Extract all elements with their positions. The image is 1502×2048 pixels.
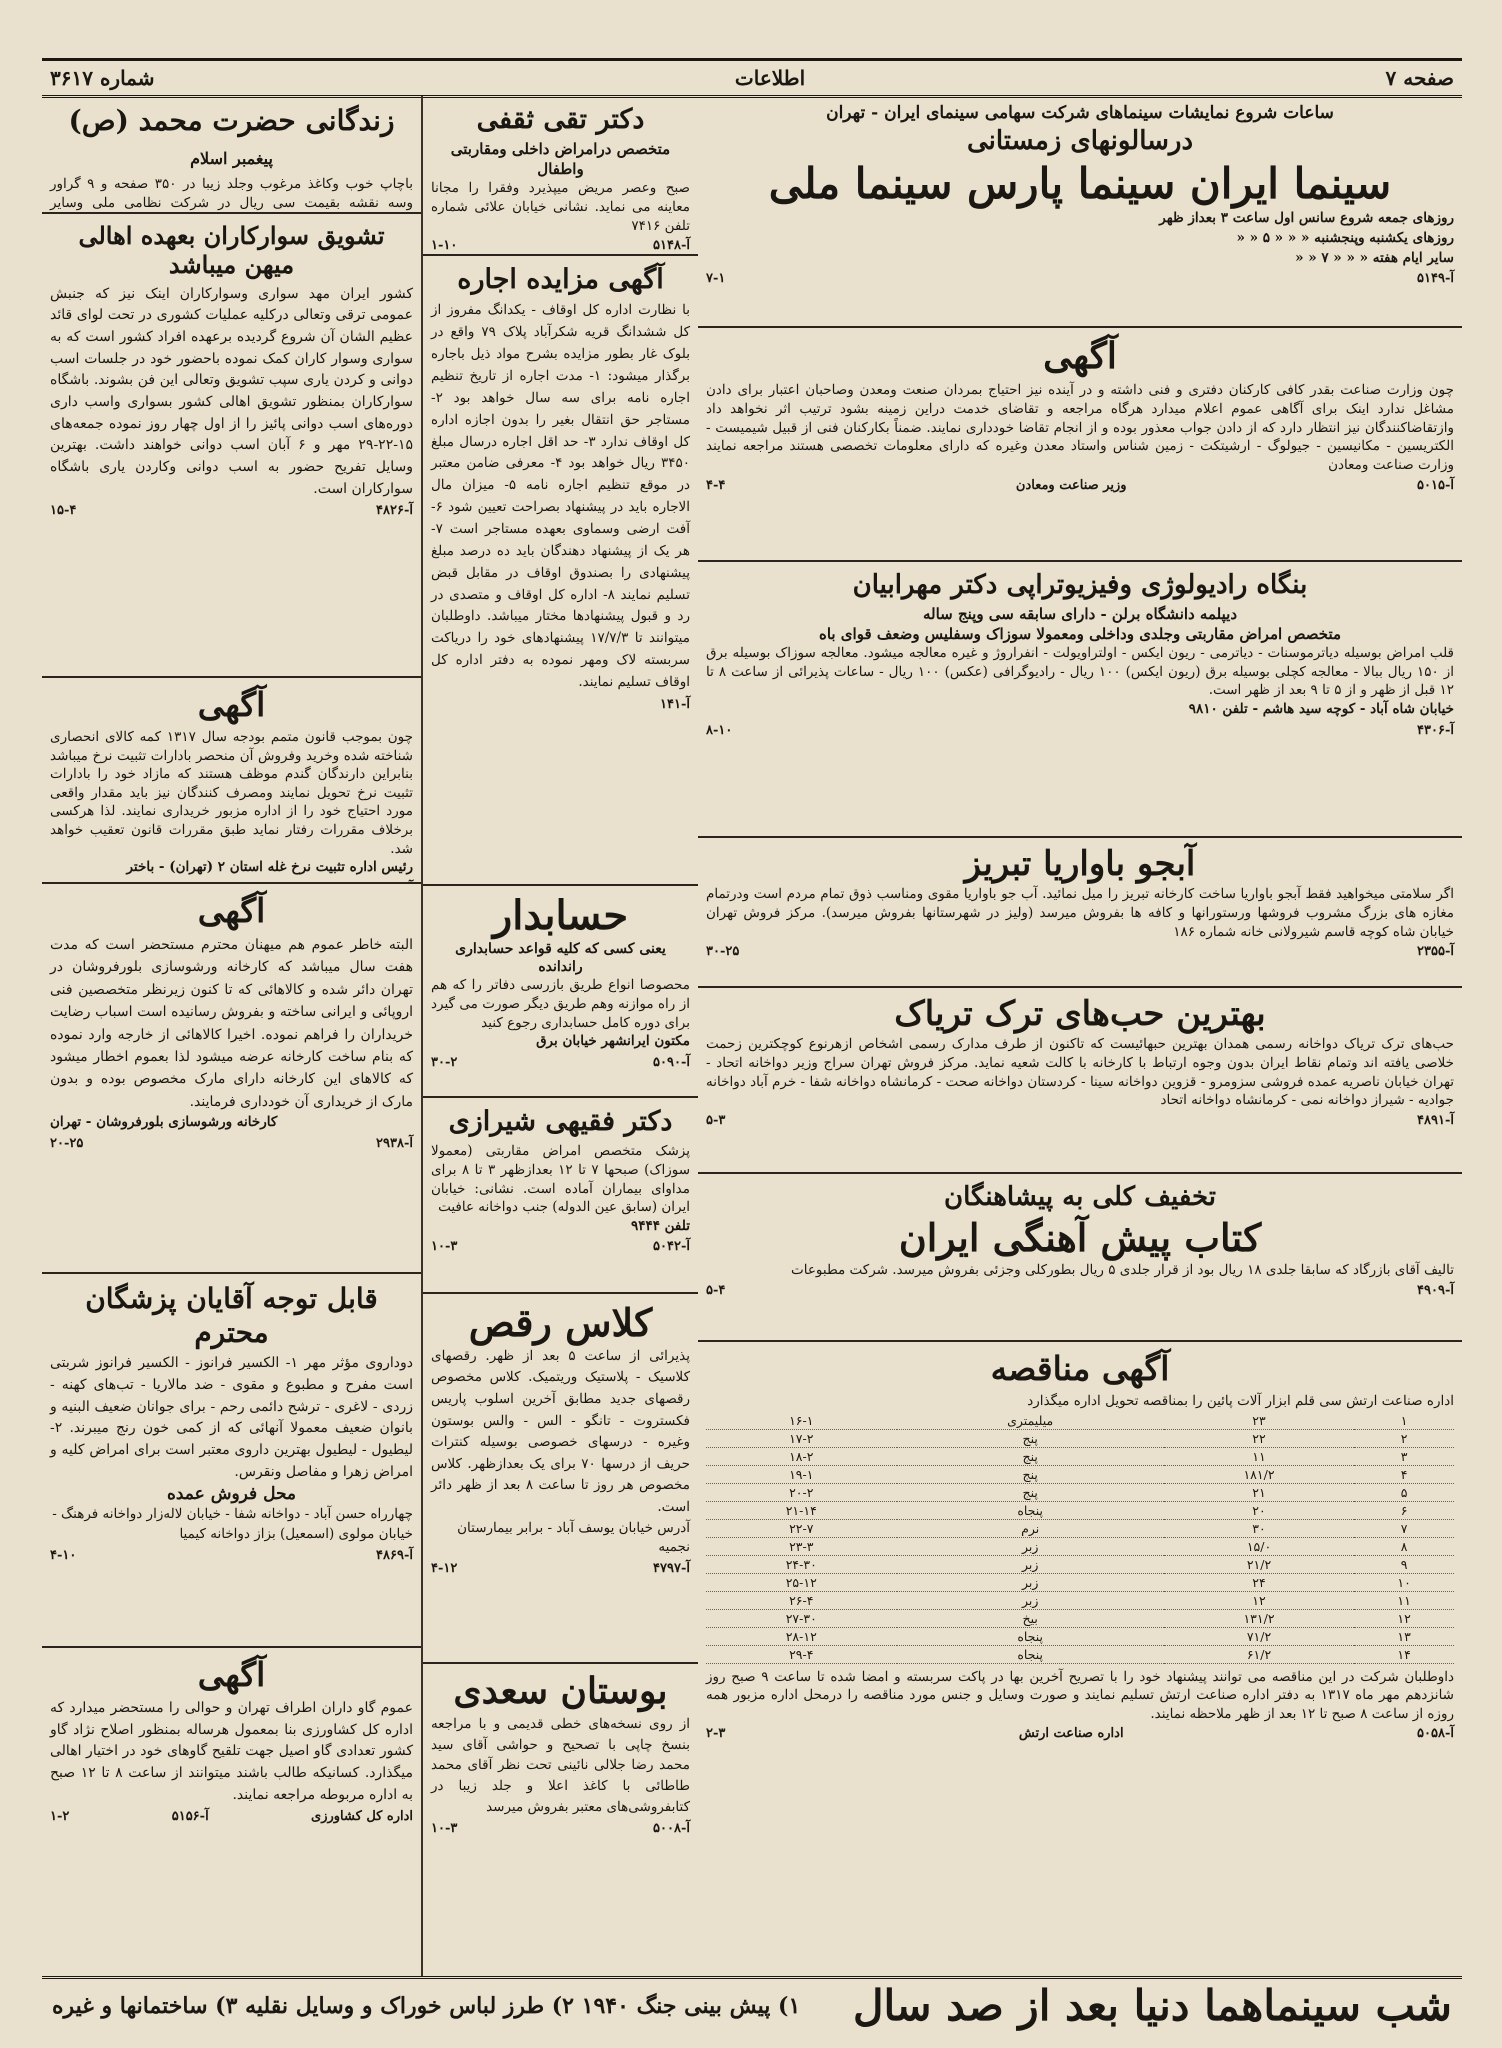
ad-ref: آ-۵۱۴۹ ۷-۱ (706, 271, 1454, 287)
ad-address: خیابان شاه آباد - کوچه سید هاشم - تلفن ۹۸۱۰ (1188, 701, 1454, 718)
ad-subtitle: درسالونهای زمستانی (966, 126, 1194, 157)
table-cell: زبر (897, 1555, 1164, 1573)
table-row (706, 1483, 1454, 1501)
table-cell: ۱ (1354, 1412, 1454, 1430)
table-row (706, 1609, 1454, 1627)
ad-cattle-notice (42, 1648, 421, 1976)
ad-title: زندگانی حضرت محمد (ص) (68, 104, 395, 137)
ad-body: تالیف آقای بازرگاد که سابقا جلدی ۱۸ ریال بود از قرار جلدی ۵ ریال بطورکلی وجزئی بفروش میرسد. شرکت مطبوعات (791, 1261, 1454, 1278)
ad-body: پذیرائی از ساعت ۵ بعد از ظهر. رقصهای کلاسیک - پلاستیک وریتمیک. کلاس مخصوص رقصهای جدید مطابق آخرین اسلوب پاریس فکستروت - تانگو - الس - والس بوستون وغیره - درسهای خصوصی بوسیله کنترات حریف از درسها ۷۰ برای یک بعدازظهر. کلاس مخصوص هر روز تا ساعت ۸ بعد از ظهر دائر است. (431, 1347, 690, 1515)
ad-scout-book (698, 1174, 1462, 1342)
table-row (706, 1429, 1454, 1447)
table-cell: ۲۸-۱۲ (706, 1627, 897, 1645)
table-cell: پنج (897, 1483, 1164, 1501)
table-cell: زبر (897, 1537, 1164, 1555)
table-cell: ۱۷-۲ (706, 1429, 897, 1447)
page-number: صفحه ۷ (1385, 66, 1454, 90)
ad-seller: محل فروش عمده (166, 1484, 297, 1505)
table-cell: ۲۵-۱۲ (706, 1573, 897, 1591)
ad-title: قابل توجه آقایان پزشگان محترم (85, 1282, 378, 1349)
table-cell: زبر (897, 1591, 1164, 1609)
ad-ref: آ-۵۰۱۵ وزیر صناعت ومعادن ۴-۴ (706, 477, 1454, 493)
ad-title: تشویق سوارکاران بعهده اهالی میهن میباشد (78, 221, 385, 279)
ad-body: قلب امراض بوسیله دیاترموسنات - دیاترمی - ریون ایکس - اولتراویولت - انفراروژ و غیره معالجه میشود. معالجه سوزاک بوسیله برق از ۱۵۰ ریال ببالا - معالجه کچلی بوسیله برق (ریون ایکس) ۱۰۰ ریال - رادیوگرافی (عکس) ۱۰۰ ریال - ساعات پذیرائی از ساعت ۸ تا ۱۲ قبل از ظهر و از ۵ تا ۹ بعد از ظهر است. (706, 645, 1454, 699)
ad-address: مکتون ایرانشهر خیابان برق (536, 1033, 690, 1050)
schedule-line: سایر ایام هفته « « « ۷ « « (1295, 249, 1454, 266)
table-cell: ۲۹-۴ (706, 1645, 897, 1663)
table-cell: ۱۴ (1354, 1645, 1454, 1663)
ad-ref: آ-۵۰۵۸ اداره صناعت ارتش ۲-۳ (706, 1726, 1454, 1742)
column-left (42, 96, 422, 1976)
table-cell: ۱۳ (1354, 1627, 1454, 1645)
ad-title: کتاب پیش آهنگی ایران (898, 1215, 1262, 1261)
table-row (706, 1519, 1454, 1537)
ad-top-line: ساعات شروع نمایشات سینماهای شرکت سهامی سینمای ایران - تهران (826, 103, 1334, 123)
table-cell: ۲۱ (1164, 1483, 1354, 1501)
table-cell: ۹ (1354, 1555, 1454, 1573)
table-row (706, 1412, 1454, 1430)
ad-body: داوطلبان شرکت در این مناقصه می توانند پیشنهاد خود را با تصریح آخرین بها در پاکت سربسته و امضا شده تا ساعت ۹ صبح روز شانزدهم مهر ماه ۱۳۱۷ به دفتر اداره صناعت ارتش تسلیم نمایند و صورت وسایل و جنس مورد مناقصه را درمحل اداره مزبور همه روزه از ساعت ۸ صبح تا ۱۲ بعد از ظهر ملاحظه نمایند. (706, 1668, 1454, 1722)
ad-title: آگهی (197, 685, 266, 724)
ad-title: آگهی (197, 891, 266, 930)
ad-riders (42, 214, 421, 678)
table-row (706, 1447, 1454, 1465)
table-cell: ۱۵/۰ (1164, 1537, 1354, 1555)
table-cell: ۱۲ (1164, 1591, 1354, 1609)
ad-body: صبح وعصر مریض میپذیرد وفقرا را مجانا معاینه می نماید. نشانی خیابان علائی شماره تلفن ۷۴۱۶ (431, 180, 690, 234)
ad-title: آگهی (197, 1655, 266, 1694)
ad-ref: آ-۵۱۴۸ ۱-۱۰ (431, 238, 690, 254)
ad-title: دکتر تقی ثقفی (476, 104, 645, 135)
ad-title: آبجو باواریا تبریز (964, 844, 1196, 884)
ad-body: چون وزارت صناعت بقدر کافی کارکنان دفتری و فنی داشته و در آینده نیز احتیاج بمردان صنعت ومعدن وصاحبان اعتبار برای دادن مشاغل ندارد اینک برای آگاهی عموم اعلام میدارد هرگاه مراجعه و تقاضای خدمت دراین زمینه بشود ترتیب اثر نخواهد داد وازتقاضاکنندگان نیز انتظار دارد که از دادن جواب معذور بوده و از انجام تقاضا خودداری نمایند. ضمناً بکارکنان فنی از قبیل شیمیست - الکتریسین - مکانیسین - جیولوگ - ارشیتکت - زمین شناس واستاد معدن وغیره که دارای معلومات تخصصی هستند مراجعه نمایند وزارت صناعت ومعادن (706, 382, 1454, 473)
column-center (422, 96, 698, 1976)
ad-dr-mehrabian (698, 562, 1462, 838)
table-cell: ۲۰ (1164, 1501, 1354, 1519)
table-row (706, 1537, 1454, 1555)
column-right (698, 96, 1462, 1976)
table-cell: ۱۹-۱ (706, 1465, 897, 1483)
ad-subtitle: دیپلمه دانشگاه برلن - دارای سابقه سی وپنج ساله (922, 605, 1237, 624)
masthead (42, 58, 1462, 98)
ad-body: چون بموجب قانون متمم بودجه سال ۱۳۱۷ کمه کالای انحصاری شناخته شده وخرید وفروش آن منحصر بادارات تثبیت نرخ میباشد بنابراین دارندگان گندم موظف هستند که مازاد خود را بادارات تثبیت نرخ تحویل نمایند ومصرف کنندگان نیز باید مقدار واقعی مورد احتیاج خود را از اداره مزبور خریداری نمایند. لذا هرکسی برخلاف مقررات رفتار نماید طبق مقررات قانون تعقیب خواهد شد. (50, 728, 414, 857)
ad-ref: آ-۴۸۲۶ ۱۵-۴ (50, 503, 413, 519)
ad-body: پزشک متخصص امراض مقاربتی (معمولا سوزاک) صبحها ۷ تا ۱۲ بعدازظهر ۳ تا ۸ برای مداوای بیماران آماده است. نشانی: خیابان ایران (سابق عین الدوله) جنب دواخانه عافیت (431, 1143, 691, 1216)
table-cell: ۳ (1354, 1447, 1454, 1465)
table-cell: میلیمتری (897, 1412, 1164, 1430)
ad-ref: آ-۵۰۴۲ ۱۰-۳ (431, 1239, 690, 1255)
table-cell: ۱۶-۱ (706, 1412, 897, 1430)
ad-body: البته خاطر عموم هم میهنان محترم مستحضر است که مدت هفت سال میباشد که کارخانه ورشوسازی بلورفروشان در تهران دائر شده و کالاهائی که تا کنون زیرنظر متخصصین فنی اروپائی و ایرانی ساخته و بفروش رسانیده است اسباب رضایت خریداران را فراهم نموده. اخیرا کالاهائی از خارجه وارد نموده که بنام ساخت کارخانه عرضه میشود لذا بعموم اخطار میشود که کالاهای این کارخانه دارای مارک مخصوص بوده و بدون مارک از خریداری آن خودداری فرمایند. (50, 936, 413, 1110)
ad-ref: اداره کل کشاورزی آ-۵۱۵۶ ۱-۲ (50, 1809, 413, 1825)
table-cell: ۲۲-۷ (706, 1519, 897, 1537)
table-cell: پنج (897, 1465, 1164, 1483)
ad-title: دکتر فقیهی شیرازی (448, 1106, 673, 1137)
ad-title: آگهی (1043, 335, 1117, 377)
banner-title: شب سینماهما دنیا بعد از صد سال (852, 1981, 1452, 2030)
ad-title: آگهی مناقصه (990, 1349, 1170, 1388)
table-cell: ۱۳۱/۲ (1164, 1609, 1354, 1627)
table-cell: ۸ (1354, 1537, 1454, 1555)
ad-bustan-saadi (423, 1664, 698, 1976)
ad-dr-shirazi (423, 1098, 698, 1294)
ad-signature: رئیس اداره تثبیت نرخ غله استان ۲ (تهران) - باختر (126, 859, 413, 876)
ad-body: اگر سلامتی میخواهید فقط آبجو باواریا ساخت کارخانه تبریز را میل نمائید. آب جو باواریا مقوی ومناسب ذوق تمام مردم است ودرتمام مغازه های بزرگ مشروب فروشها ورستورانها و کافه ها بفروش میرسد (ولیز در شهرستانها بفروش میرسد). مرکز فروش تهران خیابان شاه کوچه قاسم شیرولانی خانه شماره ۱۸۶ (706, 886, 1454, 940)
ad-ref: آ-۴۸۹۱ ۵-۳ (706, 1112, 1454, 1128)
ad-bavaria-beer (698, 838, 1462, 988)
table-cell: ۲۱/۲ (1164, 1555, 1354, 1573)
table-cell: ۴ (1354, 1465, 1454, 1483)
table-cell: پنجاه (897, 1645, 1164, 1663)
table-row (706, 1555, 1454, 1573)
ad-address: آدرس خیابان یوسف آباد - برابر بیمارستان نجمیه (457, 1519, 690, 1556)
ad-body: حب‌های ترک تریاک دواخانه رسمی همدان بهترین حبهائیست که تاکنون از طرف مدارک رسمی اشخاص ازهرنوع کوچکترین زحمت خلاصی یافته اند وتمام نقاط ایران بدون وجوه ارتباط با کارخانه با کالت شعیه نماید. مرکز فروش تهران سراج وزیر دواخانه اتحاد - تهران خیابان ناصریه عمده فروشی سزومرو - قزوین دواخانه سینا - کردستان دواخانه صحت - کرمانشاه دواخانه شفا - خرم آباد دواخانه جوادیه - شیراز دواخانه نمی - کرمانشاه دواخانه اتحاد (706, 1036, 1454, 1109)
ad-body: عموم گاو داران اطراف تهران و حوالی را مستحضر میدارد که اداره کل کشاورزی بنا بمعمول هرساله بمنظور اصلاح نژاد گاو کشور تعدادی گاو اصیل جهت تلقیح گاوهای خود در اختیار اهالی میگذارد. کسانیکه طالب باشند میتوانند از ساعت ۸ تا ۱۲ صبح به اداره مربوطه مراجعه نمایند. (50, 1699, 413, 1803)
ad-title: آگهی مزایده اجاره (457, 264, 664, 295)
table-row (706, 1501, 1454, 1519)
ad-subtitle: متخصص درامراض داخلی ومقاربتی واطفال (450, 140, 671, 178)
table-cell: ۳۰ (1164, 1519, 1354, 1537)
table-cell: پنج (897, 1429, 1164, 1447)
ad-title: بنگاه رادیولوژی وفیزیوتراپی دکتر مهرابیان (852, 570, 1308, 600)
ad-cinemas (698, 96, 1462, 328)
table-row (706, 1573, 1454, 1591)
ad-specialty: متخصص امراض مقاربتی وجلدی وداخلی ومعمولا سوزاک وسفلیس وضعف قوای باه (818, 624, 1342, 643)
ad-address: چهارراه حسن آباد - دواخانه شفا - خیابان لاله‌زار دواخانه فرهنگ - خیابان مولوی (اسمعیل) بزاز دواخانه کیمیا (52, 1506, 413, 1542)
ad-ref: آ-۲۹۳۸ ۲۰-۲۵ (50, 1135, 413, 1151)
table-cell: ۶۱/۲ (1164, 1645, 1354, 1663)
ad-intro: اداره صناعت ارتش سی قلم ابزار آلات پائین را بمناقصه تحویل اداره میگذارد (1027, 1392, 1454, 1409)
table-row (706, 1645, 1454, 1663)
ad-body: از روی نسخه‌های خطی قدیمی و با مراجعه بنسخ چاپی با تصحیح و حواشی آقای سید محمد رضا جلالی نائینی تحت نظر آقای محمد طاطائی با کاغذ اعلا و جلد زیبا در کتابفروشی‌های معتبر بفروش میرسد (431, 1715, 690, 1816)
ad-phone: تلفن ۹۴۴۴ (630, 1217, 690, 1234)
table-cell: ۶ (1354, 1501, 1454, 1519)
table-cell: ۱۰ (1354, 1573, 1454, 1591)
ad-prophet-book (42, 96, 421, 214)
table-row (706, 1591, 1454, 1609)
ad-ref: آ-۵۰۰۸ ۱۰-۳ (431, 1821, 690, 1837)
table-cell: ۱۱ (1354, 1591, 1454, 1609)
ad-ref: آ-۲۳۵۵ ۳۰-۲۵ (706, 944, 1454, 960)
table-cell: ۲۳ (1164, 1412, 1354, 1430)
schedule-line: روزهای یکشنبه وپنجشنبه « « « ۵ « « (1236, 230, 1454, 247)
table-cell: ۲۴-۳۰ (706, 1555, 897, 1573)
table-cell: پنجاه (897, 1501, 1164, 1519)
table-cell: ۷۱/۲ (1164, 1627, 1354, 1645)
issue-number: شماره ۳۶۱۷ (50, 66, 155, 90)
ad-title: بوستان سعدی (453, 1670, 668, 1712)
ad-tag: پیغمبر اسلام (190, 148, 273, 168)
ad-dance-class (423, 1294, 698, 1664)
table-cell: ۵ (1354, 1483, 1454, 1501)
ad-ref: آ-۵۰۹۰ ۳۰-۲ (431, 1054, 690, 1070)
ad-silverware-notice (42, 884, 421, 1274)
tender-table (706, 1412, 1454, 1664)
ad-title: بهترین حب‌های ترک تریاک (894, 994, 1266, 1034)
ad-body: محصوصا انواع طریق بازرسی دفاتر را که هم از راه موازنه وهم طریق دیگر صورت می گیرد برای دوره کامل حسابداری رجوع کنید (431, 977, 690, 1031)
table-cell: زبر (897, 1573, 1164, 1591)
banner-subtitle: ۱) پیش بینی جنگ ۱۹۴۰ ۲) طرز لباس خوراک و وسایل نقلیه ۳) ساختمانها و غیره (52, 1992, 801, 2019)
ad-accountant (423, 886, 698, 1098)
ad-lease-auction (423, 256, 698, 886)
table-cell: پنجاه (897, 1627, 1164, 1645)
table-cell: ۱۸۱/۲ (1164, 1465, 1354, 1483)
columns (42, 96, 1462, 1976)
ad-ref: آ-۴۳۰۶ ۸-۱۰ (706, 722, 1454, 738)
table-cell: پنج (897, 1447, 1164, 1465)
ad-ref: آ-۱۴۱ (660, 696, 690, 712)
table-cell: ۲۰-۲ (706, 1483, 897, 1501)
table-cell: ۲۷-۳۰ (706, 1609, 897, 1627)
ad-title: سینما ایران سینما پارس سینما ملی (768, 159, 1392, 209)
table-cell: ۲۴ (1164, 1573, 1354, 1591)
ad-dr-taghi (423, 96, 698, 256)
table-cell: ۲۱-۱۴ (706, 1501, 897, 1519)
ad-doctors-notice (42, 1274, 421, 1648)
ad-ref: آ-۴۹۰۹ ۵-۴ (706, 1282, 1454, 1298)
ad-wheat-notice (42, 678, 421, 884)
ad-opium-pills (698, 988, 1462, 1174)
ad-ref: آ-۴۸۶۹ ۴-۱۰ (50, 1547, 413, 1563)
table-cell: ۲۳-۳ (706, 1537, 897, 1555)
ad-top: تخفیف کلی به پیشاهنگان (943, 1182, 1217, 1212)
ad-body: دوداروی مؤثر مهر ۱- الکسیر فرانوز - الکسیر فرانوز شربتی است مفرح و مطبوع و مقوی - ضد مالاریا - تب‌های کهنه - زردی - لاغری - ترشح دائمی رحم - برای جوانان ضعیف البنیه و بانوان ضعیف معمولا آنهائی که از کمی خون رنج میبرند. ۲- لیطیول - لیطیول بهترین داروی معتبر است برای امراض کلیه و امراض زهرا و مفاصل ونقرس. (50, 1355, 414, 1480)
table-row (706, 1627, 1454, 1645)
cinema-banner (42, 1976, 1462, 2032)
ad-subtitle: یعنی کسی که کلیه قواعد حسابداری راندانده (455, 941, 666, 976)
ad-body: باچاپ خوب وکاغذ مرغوب وجلد زیبا در ۳۵۰ صفحه و ۹ گراور وسه نقشه بقیمت سی ریال در شرکت نظامی ملی وسایر (50, 176, 414, 211)
ad-body: با نظارت اداره کل اوقاف - یکدانگ مفروز از کل ششدانگ قریه شکرآباد پلاک ۷۹ واقع در بلوک غار بطور مزایده بشرح مواد ذیل باجاره برگذار میشود: ۱- مدت اجاره از تاریخ تنظیم اجاره نامه برای سه سال خواهد بود ۲- مستاجر حق انتقال بغیر را بدون اجازه اداره کل اوقاف ندارد ۳- حد اقل اجاره درسال مبلغ ۳۴۵۰ ریال خواهد بود ۴- معرفی ضامن معتبر در موقع تنظیم اجاره نامه ۵- میزان مال الاجاره باید در پیشنهاد بصراحت تعیین شود ۶- آفت ارضی وسماوی بعهده مستاجر است ۷- هر یک از پیشنهاد دهندگان باید ده درصد مبلغ پیشنهادی را بصندوق اوقاف در مقابل قبض تسلیم نمایند ۸- اداره کل اوقاف و متصدی در رد و قبول پیشنهادها مختار میباشد. داوطلبان میتوانند تا ۱۷/۷/۳ پیشنهادهای خود را دریاکت سربسته لاک ومهر نموده به دفتر اداره کل اوقاف تسلیم نمایند. (431, 302, 691, 690)
table-cell: ۱۲ (1354, 1609, 1454, 1627)
table-row (706, 1465, 1454, 1483)
ad-title: کلاس رقص (468, 1300, 653, 1345)
ad-signature: کارخانه ورشوسازی بلورفروشان - تهران (50, 1114, 278, 1131)
table-cell: ۱۸-۲ (706, 1447, 897, 1465)
ad-ref: آ-۴۷۹۷ ۴-۱۲ (431, 1560, 690, 1576)
ad-body: کشور ایران مهد سواری وسوارکاران اینک نیز که جنبش عمومی ترقی وتعالی درکلیه عملیات کشوری در تحت لوای قائد عظیم الشان آن شروع گردیده برعهده افراد کشور است که به سواری وسوار کاران کمک نموده باحضور خود در جلسات اسب دوانی و کردن یاری سپب تشویق وتعالی این فن بشوند. باشگاه سوارکاران بمنظور تشویق اهالی کشور بسواری واسب داری دوره‌های اسب دوانی پائیز را از اول چهار روز نموده جمعه‌های ۱۵-۲۲-۲۹ مهر و ۶ آبان اسب دوانی خواهند داشت. بهترین وسایل تفریح حضور به اسب دوانی وکاردن یاری باشگاه سوارکاران است. (50, 285, 413, 497)
paper-name: اطلاعات (734, 66, 806, 90)
table-cell: بیخ (897, 1609, 1164, 1627)
table-cell: ۲۶-۴ (706, 1591, 897, 1609)
ad-ministry-notice (698, 328, 1462, 562)
table-cell: ۱۱ (1164, 1447, 1354, 1465)
schedule-line: روزهای جمعه شروع سانس اول ساعت ۳ بعداز ظهر (1159, 210, 1454, 227)
table-cell: ۷ (1354, 1519, 1454, 1537)
table-cell: نرم (897, 1519, 1164, 1537)
table-cell: ۲ (1354, 1429, 1454, 1447)
ad-tender (698, 1342, 1462, 1976)
table-cell: ۲۲ (1164, 1429, 1354, 1447)
ad-title: حسابدار (492, 892, 629, 939)
